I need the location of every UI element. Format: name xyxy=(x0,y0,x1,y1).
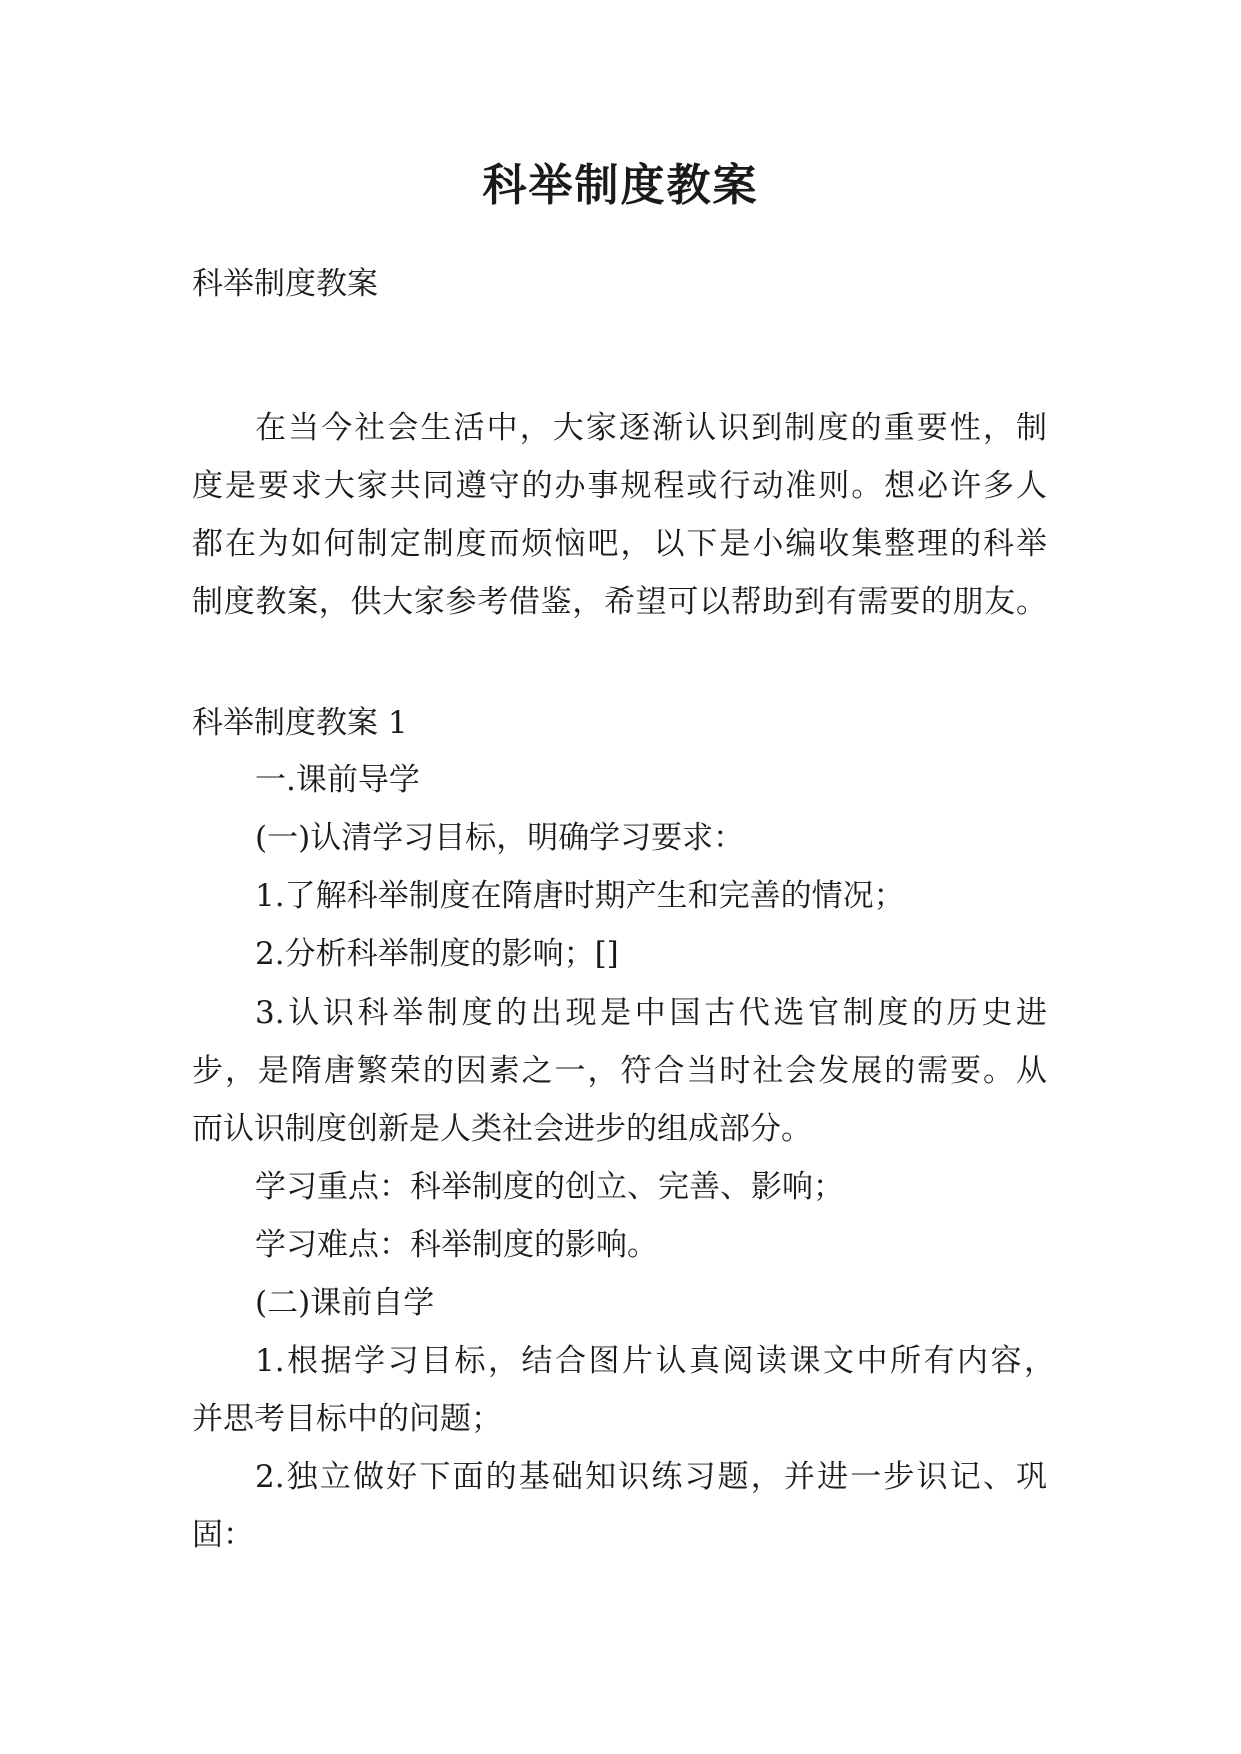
difficult-point: 学习难点：科举制度的影响。 xyxy=(255,1227,658,1263)
goal-item-1: 1.了解科举制度在隋唐时期产生和完善的情况； xyxy=(255,878,905,914)
goal-item-3-line-3: 而认识制度创新是人类社会进步的组成部分。 xyxy=(192,1111,812,1147)
goal-item-3-line-2: 步，是隋唐繁荣的因素之一，符合当时社会发展的需要。从 xyxy=(192,1053,1047,1089)
intro-line-2: 度是要求大家共同遵守的办事规程或行动准则。想必许多人 xyxy=(192,468,1047,504)
intro-line-3: 都在为如何制定制度而烦恼吧，以下是小编收集整理的科举 xyxy=(192,526,1047,562)
subsection-title-self-study: (二)课前自学 xyxy=(255,1285,435,1321)
intro-line-4: 制度教案，供大家参考借鉴，希望可以帮助到有需要的朋友。 xyxy=(192,584,1047,620)
self-study-item-1-line-1: 1.根据学习目标，结合图片认真阅读课文中所有内容， xyxy=(255,1343,1055,1379)
self-study-item-1-line-2: 并思考目标中的问题； xyxy=(192,1401,502,1437)
key-point: 学习重点：科举制度的创立、完善、影响； xyxy=(255,1169,844,1205)
goal-item-2: 2.分析科举制度的影响；[] xyxy=(255,936,619,972)
intro-line-1: 在当今社会生活中，大家逐渐认识到制度的重要性，制 xyxy=(255,410,1047,446)
subsection-title-goals: (一)认清学习目标，明确学习要求： xyxy=(255,820,745,856)
part-title-pre-class: 一.课前导学 xyxy=(255,762,420,798)
document-title: 科举制度教案 xyxy=(482,160,759,211)
section-heading: 科举制度教案 1 xyxy=(192,705,408,741)
document-subtitle: 科举制度教案 xyxy=(192,266,378,302)
goal-item-3-line-1: 3.认识科举制度的出现是中国古代选官制度的历史进 xyxy=(255,995,1047,1031)
self-study-item-2-line-1: 2.独立做好下面的基础知识练习题，并进一步识记、巩 xyxy=(255,1459,1047,1495)
self-study-item-2-line-2: 固： xyxy=(192,1517,254,1553)
